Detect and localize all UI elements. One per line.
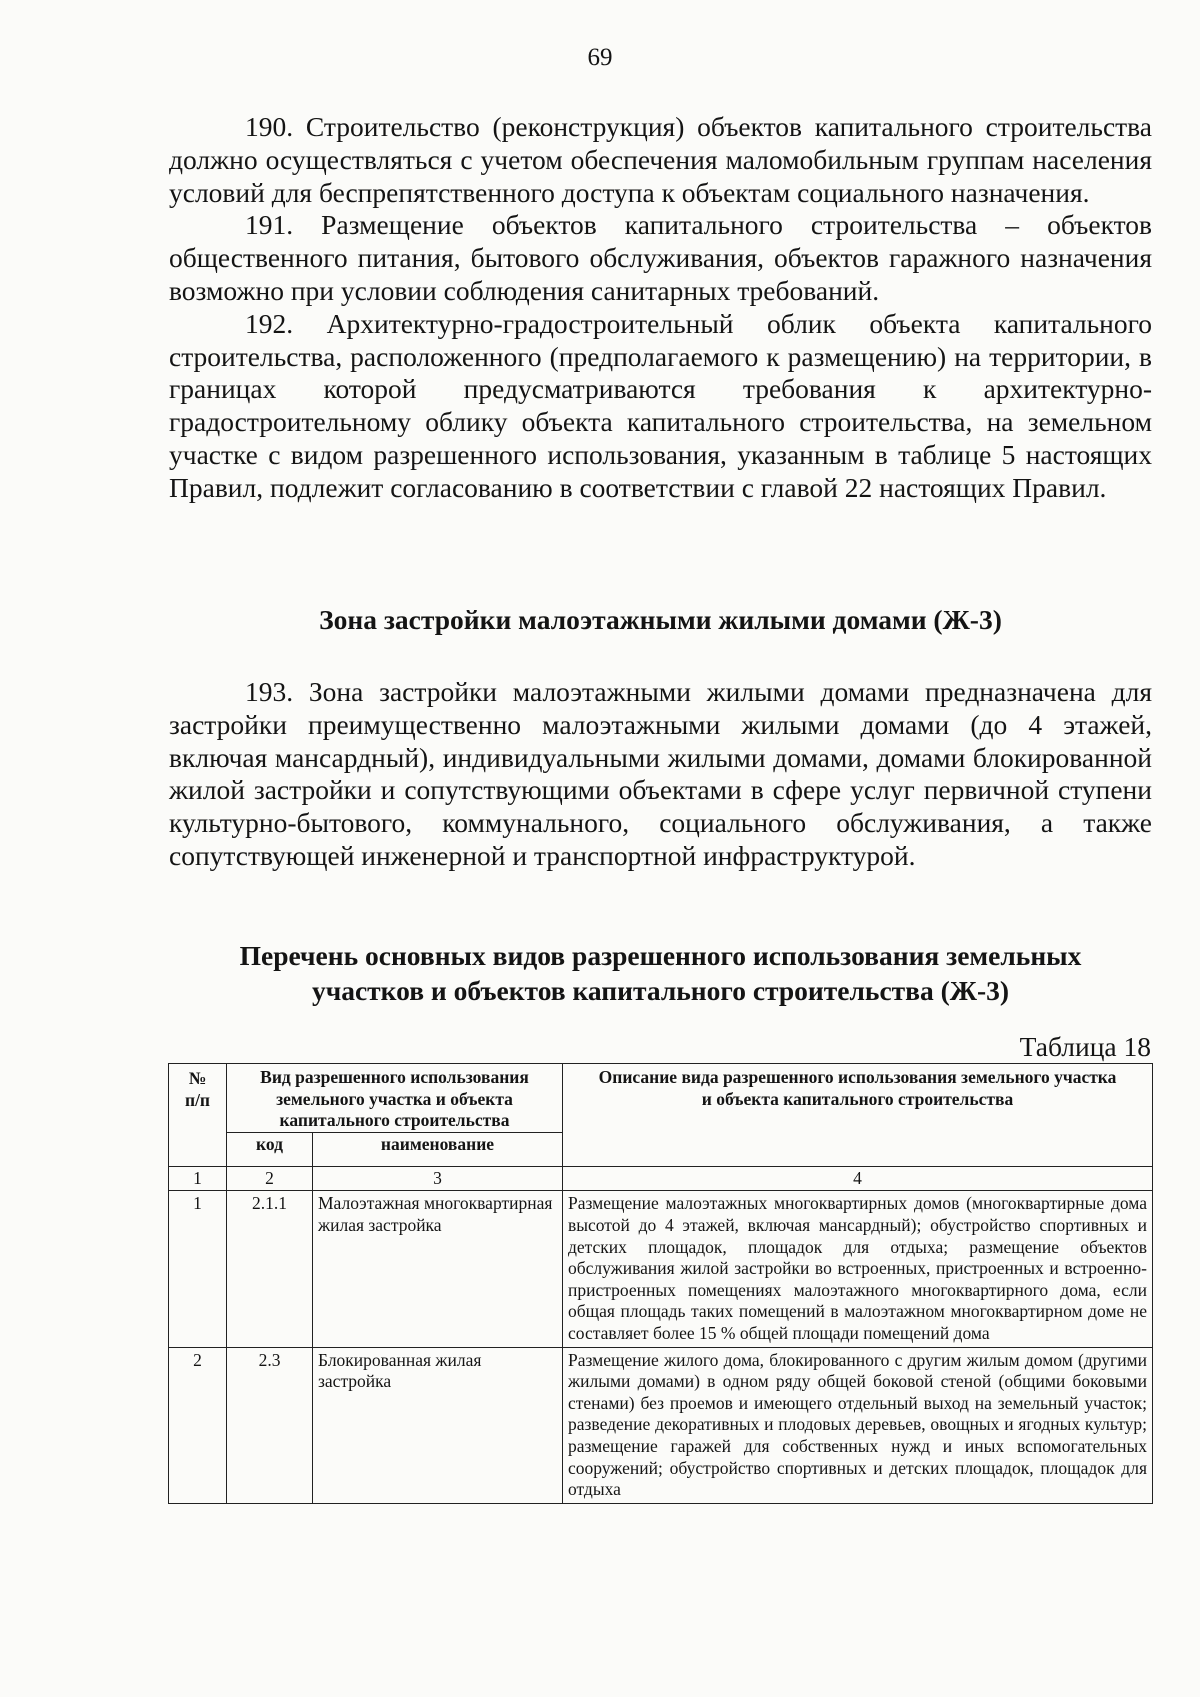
header-no: № п/п [169, 1064, 227, 1167]
header-kind: Вид разрешенного использования земельного участка и объекта капитального строительства [227, 1064, 563, 1133]
table-row [169, 1347, 1153, 1503]
land-use-table [168, 1063, 1153, 1504]
column-number: 1 [169, 1167, 227, 1191]
list-heading-line-2: участков и объектов капитального строительства (Ж-3) [311, 975, 1010, 1006]
table-header-row [169, 1064, 1153, 1133]
body-text [169, 111, 1152, 505]
paragraph-190: 190. Строительство (реконструкция) объектов капитального строительства должно осуществляться с учетом обеспечения маломобильным группам населения условий для беспрепятственного доступа к объектам социального назначения. [169, 111, 1152, 208]
zone-heading: Зона застройки малоэтажными жилыми домами (Ж-3) [319, 604, 1002, 635]
row-name: Блокированная жилая застройка [313, 1347, 563, 1503]
paragraph-192: 192. Архитектурно-градостроительный облик объекта капитального строительства, расположенного (предполагаемого к размещению) на территории, в границах которой предусматриваются требования к архитектурно-градостроительному облику объекта капитального строительства, на земельном участке с видом разрешенного использования, указанным в таблице 5 настоящих Правил, подлежит согласованию в соответствии с главой 22 настоящих Правил. [169, 307, 1152, 503]
header-name: наименование [313, 1132, 563, 1167]
list-heading-line-1: Перечень основных видов разрешенного использования земельных [239, 940, 1082, 971]
table-caption: Таблица 18 [1019, 1031, 1151, 1062]
row-code: 2.1.1 [227, 1191, 313, 1347]
row-description: Размещение малоэтажных многоквартирных домов (многоквартирные дома высотой до 4 этажей, включая мансардный); обустройство спортивных и детских площадок, площадок для отдыха; размещение объектов обслуживания жилой застройки во встроенных, пристроенных и встроенно-пристроенных помещениях малоэтажного многоквартирного дома, если общая площадь таких помещений в малоэтажном многоквартирном доме не составляет более 15 % общей площади помещений дома [563, 1191, 1153, 1347]
row-description: Размещение жилого дома, блокированного с другим жилым домом (другими жилыми домами) в одном ряду общей боковой стеной (общими боковыми стенами) без проемов и имеющего отдельный выход на земельный участок; разведение декоративных и плодовых деревьев, овощных и ягодных культур; размещение гаражей для собственных нужд и иных вспомогательных сооружений; обустройство спортивных и детских площадок, площадок для отдыха [563, 1347, 1153, 1503]
row-name: Малоэтажная многоквартирная жилая застройка [313, 1191, 563, 1347]
header-description: Описание вида разрешенного использования земельного участка и объекта капитального строительства [563, 1064, 1153, 1167]
column-number-row [169, 1167, 1153, 1191]
page-number: 69 [587, 44, 613, 71]
column-number: 3 [313, 1167, 563, 1191]
column-number: 2 [227, 1167, 313, 1191]
row-number: 2 [169, 1347, 227, 1503]
list-heading [169, 938, 1152, 1008]
row-number: 1 [169, 1191, 227, 1347]
paragraph-193: 193. Зона застройки малоэтажными жилыми домами предназначена для застройки преимущественно малоэтажными жилыми домами (до 4 этажей, включая мансардный), индивидуальными жилыми домами, домами блокированной жилой застройки и сопутствующими объектами в сфере услуг первичной ступени культурно-бытового, коммунального, социального обслуживания, а также сопутствующей инженерной и транспортной инфраструктурой. [169, 676, 1152, 871]
row-code: 2.3 [227, 1347, 313, 1503]
paragraph-191: 191. Размещение объектов капитального строительства – объектов общественного питания, бытового обслуживания, объектов гаражного назначения возможно при условии соблюдения санитарных требований. [169, 209, 1152, 306]
column-number: 4 [563, 1167, 1153, 1191]
header-code: код [227, 1132, 313, 1167]
zone-text [169, 676, 1152, 873]
table-row [169, 1191, 1153, 1347]
